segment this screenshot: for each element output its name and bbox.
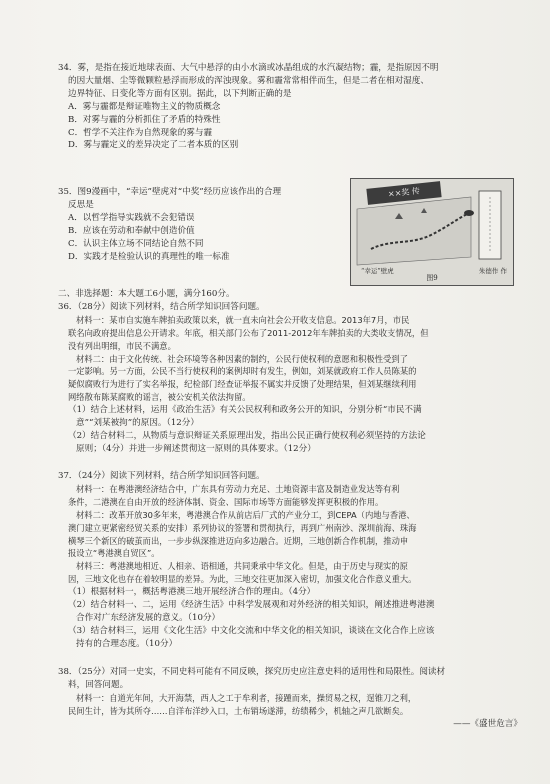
q37-sub-3-line-2: 持有的合理态度。（10分） <box>76 638 178 649</box>
q36-material-2-line-4: 网络散布陈某腐败的谣言，被公安机关依法拘留。 <box>68 392 251 403</box>
q36-material-2-line-3: 疑似腐败行为进行了实名举报，纪检部门经查证举报不属实并反馈了处理结果，但刘某继续利用 <box>68 379 417 390</box>
cartoon-figure-9 <box>350 178 514 286</box>
q35-option-c: C．认识主体立场不同结论自然不同 <box>68 238 204 249</box>
question-38 <box>58 666 522 731</box>
q37-material-2-line-2: 澳门建立更紧密经贸关系的安排）系列协议的签署和贯彻执行，再到广州南沙、深圳前海、珠海 <box>68 522 417 533</box>
figure-label-right: 朱德作 作 <box>478 267 507 275</box>
q38-material-1-line-2: 民间生计，皆为其所夺……自洋布洋纱入口，土布销场遂滞，纺绩稀少，机轴之声几欲断矣。 <box>68 705 409 716</box>
q37-sub-2-line-2: 合作对广东经济发展的意义。（10分） <box>76 612 221 623</box>
q36-material-2-line-2: 一定影响。另一方面，公民不当行使权利的案例却时有发生，例如，刘某就政府工作人员陈某的 <box>68 366 417 377</box>
figure-banner: ××奖 传 <box>366 181 441 205</box>
q38-material-1-line-1: 材料一：自道光年间，大开海禁，西人之工于牟利者，接踵而来，操贸易之权，逞锥刀之利， <box>76 692 417 703</box>
q34-line-2: 的因大量烟、尘等微颗粒悬浮而形成的浑浊现象。雾和霾常常相伴而生，但是二者在相对湿度、 <box>68 75 429 86</box>
q35-line-1: 35．图9漫画中，“幸运”壁虎对“中奖”经历应该作出的合理 <box>58 187 282 197</box>
q36-sub-1-line-2: 意”“刘某被拘”的原因。（12分） <box>76 418 199 429</box>
q34-option-d: D．雾与霾定义的差异决定了二者本质的区别 <box>68 140 239 151</box>
q36-material-2-line-1: 材料二：由于文化传统、社会环境等各种因素的制约，公民行使权利的意愿和积极性受到了 <box>76 353 408 364</box>
q36-sub-2-line-1: （2）结合材料二，从物质与意识辩证关系原理出发，指出公民正确行使权利必须坚持的方法论 <box>68 430 426 441</box>
q34-option-a: A．雾与霾都是辩证唯物主义的物质概念 <box>68 101 221 112</box>
q38-source: ——《盛世危言》 <box>453 718 522 729</box>
q35-option-b: B．应该在劳动和奉献中创造价值 <box>68 225 195 236</box>
q36-material-1-line-1: 材料一：某市自实施车牌拍卖政策以来，就一直未向社会公开收支信息。2013年7月，市民 <box>76 314 410 325</box>
q37-heading: 37．（24分）阅读下列材料，结合所学知识回答问题。 <box>58 471 265 481</box>
q37-sub-2-line-1: （2）结合材料一、二，运用《经济生活》中科学发展观和对外经济的相关知识，阐述推进粤港澳 <box>68 600 435 611</box>
q38-line-2: 料，回答问题。 <box>68 679 129 690</box>
q36-sub-1-line-1: （1）结合上述材料，运用《政治生活》有关公民权利和政务公开的知识，分别分析“市民不满 <box>68 405 422 416</box>
question-37 <box>58 470 522 651</box>
q37-material-2-line-3: 横琴三个新区的破茧而出，一步步纵深推进迈向多边融合。近期，三地创新合作机制，推动申 <box>68 535 409 546</box>
q34-line-1: 34．雾，是指在接近地球表面、大气中悬浮的由小水滴或冰晶组成的水汽凝结物；霾，是指原因不明 <box>58 63 439 73</box>
figure-caption: 图9 <box>426 274 438 282</box>
q34-line-3: 边界特征、日变化等方面有区别。据此，以下判断正确的是 <box>68 88 292 99</box>
section-2-heading: 二、非选择题：本大题工6小题，满分160分。 <box>58 289 235 299</box>
q38-line-1: 38．（25分）对同一史实，不同史料可能有不同反映，探究历史应注意史料的适用性和局限性。阅读材 <box>58 667 446 677</box>
q36-sub-2-line-2: 原则；（4分）并进一步阐述贯彻这一原则的具体要求。（12分） <box>76 443 316 454</box>
q36-material-1-line-2: 联名向政府提出信息公开请求。年底，相关部门公布了2011-2012年车牌拍卖的大类收支情况，但 <box>68 327 429 338</box>
q37-sub-1: （1）根据材料一，概括粤港澳三地开展经济合作的理由。（4分） <box>68 587 316 598</box>
q35-line-2: 反思是 <box>68 199 94 210</box>
q34-option-b: B．对雾与霾的分析抓住了矛盾的特殊性 <box>68 114 221 125</box>
q36-heading: 36．（28分）阅读下列材料，结合所学知识回答问题。 <box>58 301 265 312</box>
q34-option-c: C．哲学不关注作为自然现象的雾与霾 <box>68 127 213 138</box>
q36-material-1-line-3: 没有列出明细，市民不满意。 <box>68 340 176 351</box>
q37-material-2-line-4: 报设立“粤港澳自贸区”。 <box>68 548 160 559</box>
q37-material-3-line-1: 材料三：粤港澳地相近、人相亲、语相通，共同秉承中华文化。但是，由于历史与现实的原 <box>76 561 408 572</box>
figure-label-left: “幸运”壁虎 <box>361 267 394 275</box>
question-34 <box>58 62 522 152</box>
q37-material-2-line-1: 材料二：改革开放30多年来，粤港澳合作从前店后厂式的产业分工，到CEPA（内地与香港、 <box>76 509 415 520</box>
question-36 <box>58 288 522 456</box>
q35-option-a: A．以哲学指导实践就不会犯错误 <box>68 212 195 223</box>
q37-sub-3-line-1: （3）结合材料三，运用《文化生活》中文化交流和中华文化的相关知识，谈谈在文化合作上应该 <box>68 625 435 636</box>
q37-material-3-line-2: 因，三地文化也存在着较明显的差异。为此，三地交往更加深入密切，加强文化合作意义重大。 <box>68 574 417 585</box>
q35-option-d: D．实践才是检验认识的真理性的唯一标准 <box>68 251 230 262</box>
q37-material-1-line-1: 材料一：在粤港澳经济结合中，广东具有劳动力充足、土地资源丰富及制造业发达等有利 <box>76 483 400 494</box>
question-35 <box>58 186 340 263</box>
q37-material-1-line-2: 条件，二港澳在自由开放的经济体制、资金、国际市场等方面能够发挥更积极的作用。 <box>68 496 384 507</box>
